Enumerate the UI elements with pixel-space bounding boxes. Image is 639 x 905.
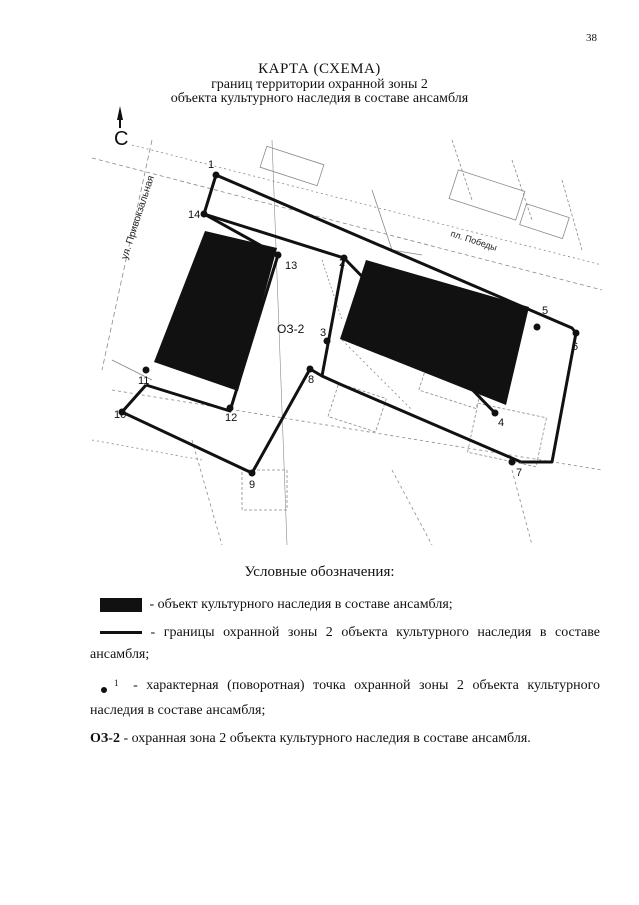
point-label-11: 11 <box>138 375 150 387</box>
boundary-point <box>213 172 220 179</box>
point-label-14: 14 <box>188 209 201 221</box>
legend-text-heritage-object: - объект культурного наследия в составе ансамбля; <box>149 597 453 612</box>
north-label: С <box>114 128 129 150</box>
point-label-3: 3 <box>320 327 327 339</box>
legend-item-zone-boundary <box>90 622 600 666</box>
legend <box>90 594 600 756</box>
legend-text-boundary-point: - характерная (поворотная) точка охранной зоны 2 объекта культурного наследия в составе ансамбля; <box>90 678 601 718</box>
heritage-building-west <box>154 231 277 391</box>
street-label-pobedy: пл. Победы <box>449 228 499 253</box>
boundary-point <box>227 405 234 412</box>
legend-zone-label: ОЗ-2 <box>90 730 120 746</box>
street-label-privokzalnaya: ул. Привокзальная <box>119 174 157 261</box>
point-label-9: 9 <box>249 479 256 491</box>
boundary-point <box>201 211 208 218</box>
boundary-point <box>143 367 150 374</box>
legend-text-zone-label: - охранная зона 2 объекта культурного наследия в составе ансамбля. <box>123 730 531 746</box>
black-rectangle-icon <box>100 598 142 612</box>
point-label-10: 10 <box>114 409 127 421</box>
boundary-point <box>492 410 499 417</box>
site-map <box>92 140 602 545</box>
north-arrow-icon <box>105 106 135 130</box>
title-line-1: КАРТА (СХЕМА) <box>258 61 381 77</box>
map-canvas <box>92 140 602 545</box>
point-label-1: 1 <box>208 159 215 171</box>
point-label-6: 6 <box>572 341 579 353</box>
point-label-12: 12 <box>225 412 238 424</box>
legend-item-boundary-point <box>90 672 600 722</box>
point-label-13: 13 <box>285 260 298 272</box>
bold-line-icon <box>100 631 142 634</box>
point-superscript: 1 <box>114 678 119 688</box>
boundary-point <box>249 470 256 477</box>
title-line-3: объекта культурного наследия в составе ансамбля <box>170 91 469 107</box>
legend-item-zone-label <box>90 728 600 750</box>
point-icon <box>100 672 119 700</box>
boundary-point <box>509 459 516 466</box>
point-label-7: 7 <box>516 467 523 479</box>
legend-text-zone-boundary: - границы охранной зоны 2 объекта культурного наследия в составе ансамбля; <box>90 625 601 662</box>
page-number: 38 <box>586 32 597 44</box>
zone-label: ОЗ-2 <box>277 322 305 336</box>
boundary-point <box>307 366 314 373</box>
point-label-2: 2 <box>339 257 346 269</box>
boundary-point <box>534 324 541 331</box>
boundary-point <box>275 252 282 259</box>
title-line-2: границ территории охранной зоны 2 <box>211 76 428 92</box>
boundary-point <box>573 330 580 337</box>
map-title <box>0 62 639 107</box>
point-label-8: 8 <box>308 374 315 386</box>
legend-item-heritage-object <box>90 594 600 616</box>
legend-heading: Условные обозначения: <box>244 564 395 580</box>
point-label-5: 5 <box>542 305 549 317</box>
point-label-4: 4 <box>498 417 505 429</box>
